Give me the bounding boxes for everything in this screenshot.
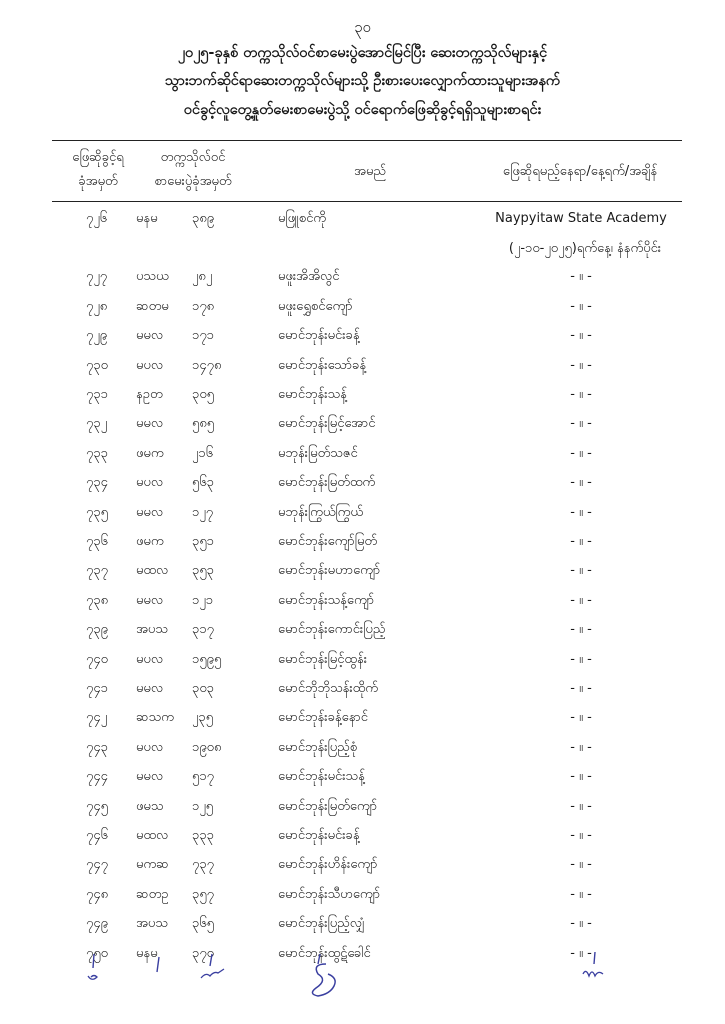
table-top-rule	[52, 140, 682, 141]
cell-roll-number: ၁၇၁	[192, 328, 214, 344]
title-line-1: ၂၀၂၅-ခုနှစ် တက္ကသိုလ်ဝင်စာမေးပွဲအောင်မြင်ပြီး ဆေးတက္ကသိုလ်များနှင့်	[177, 45, 548, 61]
cell-ditto: - ။ -	[570, 357, 592, 373]
cell-roll-prefix: မမလ	[136, 328, 164, 344]
table-row	[0, 646, 725, 674]
cell-name: မောင်ဘိုဘိုသန်းထိုက်	[278, 681, 378, 696]
cell-serial: ၇၃၀	[86, 357, 108, 373]
cell-serial: ၇၄၉	[86, 916, 108, 932]
cell-roll-prefix: မပလ	[136, 357, 164, 373]
cell-name: မောင်ဘုန်းဟိန်းကျော်	[278, 857, 378, 873]
cell-roll-prefix: ပသယ	[136, 269, 169, 285]
cell-name: မဖြူစင်ကို	[278, 211, 327, 226]
table-row	[0, 205, 725, 233]
cell-name: မောင်ဘုန်းမြတ်ထက်	[278, 475, 376, 491]
cell-name: မောင်ဘုန်းသီဟကျော်	[278, 886, 381, 902]
cell-roll-prefix: မပလ	[136, 651, 164, 667]
signature-mark-4	[304, 950, 344, 998]
cell-roll-prefix: မမလ	[136, 681, 164, 696]
cell-roll-number: ၁၂၇	[192, 504, 214, 520]
cell-ditto: - ။ -	[570, 681, 592, 696]
cell-serial: ၇၃၁	[86, 387, 108, 402]
cell-name: မောင်ဘုန်းမြတ်ကျော်	[278, 798, 378, 814]
header-roll	[138, 146, 248, 194]
cell-ditto: - ။ -	[570, 563, 592, 579]
signature-mark-1	[84, 952, 104, 986]
cell-serial: ၇၃၅	[86, 504, 108, 520]
cell-name: မောင်ဘုန်းမင်းခန့်	[278, 828, 360, 843]
cell-serial: ၇၂၇	[86, 269, 108, 285]
cell-roll-number: ၂၈၂	[192, 269, 213, 285]
cell-ditto: - ။ -	[570, 828, 592, 843]
cell-name: မောင်ဘုန်းကျော်မြတ်	[278, 534, 378, 549]
cell-ditto: - ။ -	[570, 857, 592, 873]
cell-ditto: - ။ -	[570, 886, 592, 902]
cell-name: မဖူးရွှေစင်ကျော်	[278, 298, 353, 314]
cell-roll-prefix: မနမ	[136, 211, 158, 226]
cell-ditto: - ။ -	[570, 534, 592, 549]
cell-name: မောင်ဘုန်းမဟာကျော်	[278, 563, 381, 579]
table-row	[0, 381, 725, 409]
table-row	[0, 440, 725, 468]
table-row	[0, 704, 725, 732]
table-row	[0, 587, 725, 615]
table-row	[0, 616, 725, 644]
table-header-rule	[52, 201, 682, 202]
cell-roll-prefix: မမလ	[136, 416, 164, 432]
cell-serial: ၇၃၂	[86, 416, 108, 432]
cell-serial: ၇၃၉	[86, 622, 108, 638]
cell-serial: ၇၃၆	[86, 534, 108, 549]
cell-roll-number: ၃၅၁	[192, 534, 214, 549]
cell-name: မောင်ဘုန်းမင်းခန့်	[278, 328, 360, 344]
cell-roll-prefix: မပလ	[136, 475, 164, 491]
cell-roll-number: ၅၈၅	[192, 416, 215, 432]
cell-serial: ၇၄၆	[86, 828, 108, 843]
cell-roll-number: ၃၈၉	[192, 211, 215, 226]
cell-roll-prefix: ဆသက	[136, 710, 174, 726]
header-place: ဖြေဆိုရမည့်နေရာ/နေ့ရက်/အချိန်	[502, 164, 658, 179]
cell-serial: ၇၃၃	[86, 445, 108, 461]
header-serial	[52, 146, 144, 194]
cell-name: မောင်ဘုန်းမင်းသန့်	[278, 769, 365, 785]
cell-serial: ၇၄၇	[86, 857, 108, 873]
cell-name: မောင်ဘုန်းပြည့်စုံ	[278, 739, 358, 755]
cell-name: မောင်ဘုန်းမြင့်ထွန်း	[278, 651, 368, 667]
table-row	[0, 763, 725, 791]
cell-roll-prefix: ဆတဥ	[136, 886, 169, 902]
table-row	[0, 410, 725, 438]
cell-ditto: - ။ -	[570, 710, 592, 726]
table-row	[0, 881, 725, 909]
cell-serial: ၇၃၄	[86, 475, 108, 491]
table-row	[0, 469, 725, 497]
cell-roll-prefix: မထလ	[136, 563, 169, 579]
cell-roll-number: ၃၀၅	[192, 387, 214, 402]
table-row	[0, 557, 725, 585]
cell-name: မောင်ဘုန်းသန့်	[278, 387, 347, 402]
venue-schedule: (၂-၁၀-၂၀၂၅)ရက်နေ့၊ နံနက်ပိုင်း	[508, 241, 662, 256]
cell-roll-number: ၃၁၇	[192, 622, 214, 638]
table-row	[0, 322, 725, 350]
cell-ditto: - ။ -	[570, 592, 592, 608]
cell-roll-number: ၁၇၈	[192, 298, 215, 314]
cell-name: မဘုန်းမြတ်သဇင်	[278, 445, 358, 461]
cell-roll-number: ၇၃၇	[192, 857, 214, 873]
cell-ditto: - ။ -	[570, 328, 592, 344]
cell-serial: ၇၃၈	[86, 592, 109, 608]
cell-roll-number: ၅၆၃	[192, 475, 214, 491]
cell-roll-prefix: နဥတ	[136, 387, 163, 402]
cell-roll-number: ၁၄၇၈	[192, 357, 222, 373]
table-row	[0, 675, 725, 703]
cell-roll-prefix: ဖမက	[136, 534, 164, 549]
cell-name: မောင်ဘုန်းပြည့်လျှံ	[278, 916, 365, 932]
cell-ditto: - ။ -	[570, 298, 592, 314]
page-number: ၃၀	[354, 18, 371, 36]
cell-serial: ၇၄၈	[86, 886, 109, 902]
cell-serial: ၇၄၃	[86, 739, 108, 755]
cell-name: မောင်ဘုန်းခန့်နောင်	[278, 710, 368, 726]
cell-roll-prefix: မမလ	[136, 592, 164, 608]
cell-serial: ၇၂၈	[86, 298, 108, 314]
cell-roll-prefix: မမလ	[136, 504, 164, 520]
cell-roll-number: ၂၃၅	[192, 710, 214, 726]
cell-roll-prefix: မပလ	[136, 739, 164, 755]
cell-serial: ၇၄၁	[86, 681, 108, 696]
cell-roll-number: ၃၆၅	[192, 916, 214, 932]
signature-mark-5	[580, 950, 610, 984]
cell-roll-number: ၃၅၃	[192, 563, 214, 579]
cell-ditto: - ။ -	[570, 916, 592, 932]
cell-roll-prefix: အပသ	[136, 622, 168, 638]
table-row	[0, 793, 725, 821]
cell-name: မောင်ဘုန်းသော်ခန့်	[278, 357, 367, 373]
cell-name: မောင်ဘုန်းထွဋ်ခေါင်	[278, 945, 371, 961]
cell-serial: ၇၄၂	[86, 710, 108, 726]
cell-ditto: - ။ -	[570, 387, 592, 402]
cell-roll-prefix: ဖမသ	[136, 798, 164, 814]
table-row	[0, 293, 725, 321]
cell-roll-number: ၅၁၇	[192, 769, 214, 785]
header-roll-line1: တက္ကသိုလ်ဝင်	[160, 150, 226, 165]
cell-ditto: - ။ -	[570, 798, 592, 814]
cell-roll-number: ၃၃၃	[192, 828, 214, 843]
cell-serial: ၇၂၆	[86, 211, 108, 226]
header-serial-line1: ဖြေဆိုခွင့်ရ	[72, 150, 124, 165]
cell-ditto: - ။ -	[570, 504, 592, 520]
signature-mark-2	[150, 955, 166, 975]
cell-ditto: - ။ -	[570, 475, 592, 491]
cell-roll-number: ၁၅၉၅	[192, 651, 222, 667]
cell-name: မောင်ဘုန်းသန့်ကျော်	[278, 592, 375, 608]
table-row	[0, 822, 725, 850]
cell-roll-number: ၃၅၇	[192, 886, 214, 902]
cell-roll-prefix: အပသ	[136, 916, 168, 932]
table-row	[0, 528, 725, 556]
cell-serial: ၇၄၄	[86, 769, 108, 785]
cell-name: မဖူးအိအိလွင်	[278, 269, 340, 285]
cell-serial: ၇၄၀	[86, 651, 108, 667]
cell-ditto: - ။ -	[570, 445, 592, 461]
title-line-2: သွားဘက်ဆိုင်ရာဆေးတက္ကသိုလ်များသို့ ဦးစားပေးလျှောက်ထားသူများအနက်	[164, 73, 561, 89]
header-name: အမည်	[354, 164, 386, 179]
table-row	[0, 940, 725, 968]
cell-ditto: - ။ -	[570, 739, 592, 755]
cell-roll-prefix: မကဆ	[136, 857, 169, 873]
cell-ditto: - ။ -	[570, 651, 592, 667]
table-row	[0, 851, 725, 879]
cell-roll-number: ၃၇၀	[192, 945, 214, 961]
cell-roll-number: ၁၉၀၈	[192, 739, 222, 755]
table-row	[0, 734, 725, 762]
cell-serial: ၇၄၅	[86, 798, 108, 814]
cell-roll-prefix: ဖမက	[136, 445, 164, 461]
title-line-3: ဝင်ခွင့်လူတွေ့နှုတ်မေးစာမေးပွဲသို့ ဝင်ရောက်ဖြေဆိုခွင့်ရရှိသူများစာရင်း	[183, 102, 542, 118]
cell-name: မောင်ဘုန်းမြင့်အောင်	[278, 416, 376, 432]
signature-mark-3	[198, 952, 228, 986]
cell-venue: Naypyitaw State Academy	[495, 211, 667, 226]
cell-roll-number: ၁၂၅	[192, 798, 214, 814]
cell-ditto: - ။ -	[570, 269, 592, 285]
table-row	[0, 499, 725, 527]
header-serial-line2: ခုံအမှတ်	[78, 174, 118, 189]
cell-roll-prefix: မမလ	[136, 769, 164, 785]
cell-name: မဘုန်းကြွယ်ကြွယ်	[278, 504, 364, 520]
cell-roll-number: ၁၂၁	[192, 592, 214, 608]
table-row	[0, 352, 725, 380]
table-row	[0, 263, 725, 291]
table-row	[0, 910, 725, 938]
cell-roll-prefix: ဆတမ	[136, 298, 169, 314]
cell-serial: ၇၅၀	[86, 945, 108, 961]
cell-roll-prefix: မနမ	[136, 945, 158, 961]
cell-name: မောင်ဘုန်းကောင်းပြည့်	[278, 622, 386, 638]
cell-ditto: - ။ -	[570, 622, 592, 638]
cell-roll-prefix: မထလ	[136, 828, 169, 843]
cell-roll-number: ၃၀၃	[192, 681, 214, 696]
cell-roll-number: ၂၁၆	[192, 445, 214, 461]
header-roll-line2: စာမေးပွဲခုံအမှတ်	[154, 174, 232, 189]
cell-ditto: - ။ -	[570, 769, 592, 785]
cell-serial: ၇၃၇	[86, 563, 108, 579]
cell-serial: ၇၂၉	[86, 328, 108, 344]
cell-ditto: - ။ -	[570, 416, 592, 432]
cell-ditto: - ။ -	[570, 945, 592, 961]
